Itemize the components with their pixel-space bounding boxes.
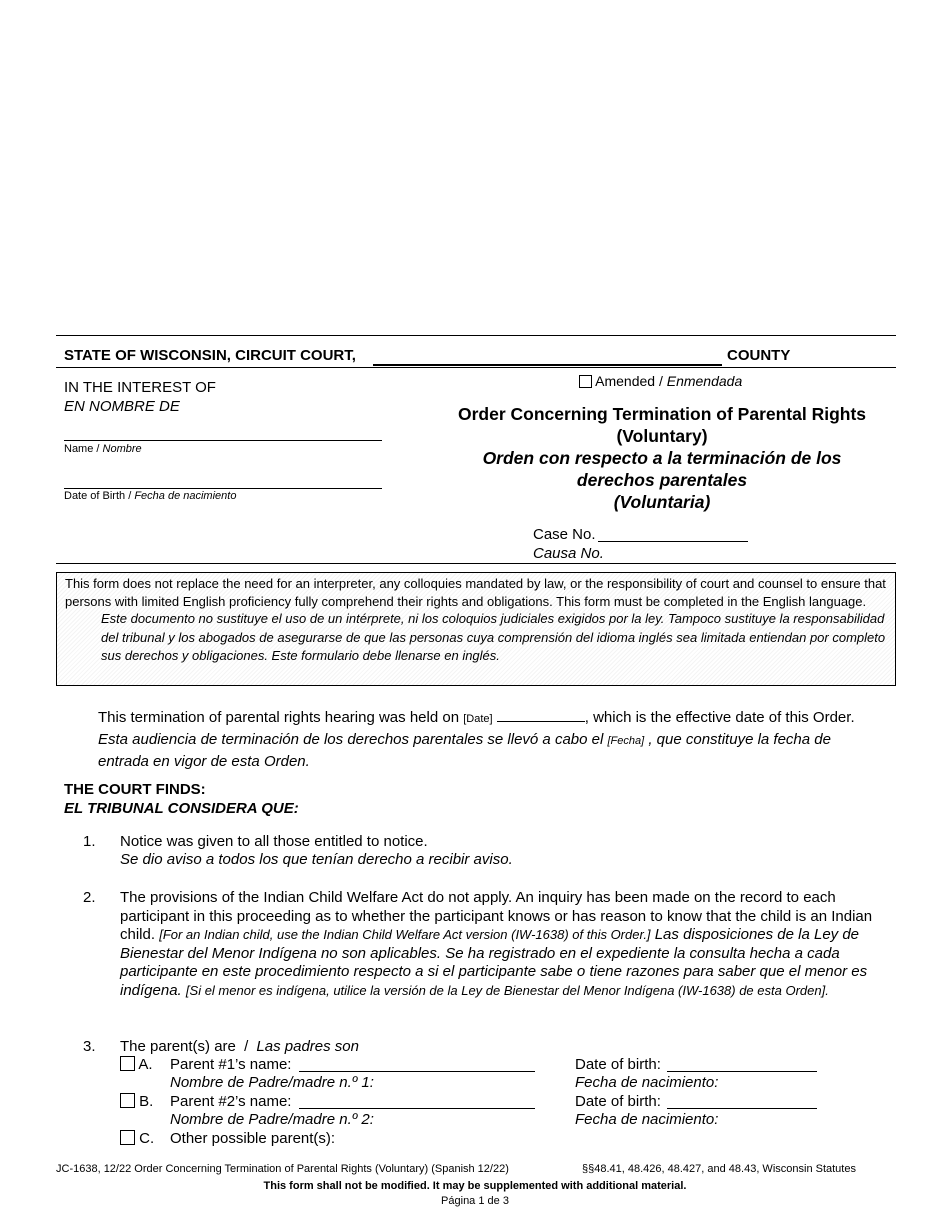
parents-are-es: Las padres son [256,1038,359,1055]
court-finds-heading-es: EL TRIBUNAL CONSIDERA QUE: [64,800,299,817]
parent-a-dob-label-es: Fecha de nacimiento: [575,1074,719,1091]
parents-are-sep: / [244,1038,249,1055]
hearing-fecha-label: [Fecha] [607,735,645,747]
parent-a-dob-field[interactable] [667,1071,817,1072]
hearing-es-pre: Esta audiencia de terminación de los derechos parentales se llevó a cabo el [98,731,604,748]
county-name-field[interactable] [373,364,722,366]
parent-a-option[interactable] [120,1056,153,1073]
parents-are-en: The parent(s) are [120,1038,236,1055]
interest-of-label: IN THE INTEREST OF [64,379,216,396]
amended-label-en: Amended / [595,373,663,389]
title-en-line1: Order Concerning Termination of Parental Rights [457,404,867,424]
interpreter-notice [56,572,896,686]
parent-a-checkbox[interactable] [120,1056,135,1071]
parent-b-name-label-es: Nombre de Padre/madre n.º 2: [170,1111,374,1128]
court-finds-heading: THE COURT FINDS: [64,781,206,798]
state-court-label: STATE OF WISCONSIN, CIRCUIT COURT, [64,347,356,364]
parent-c-option[interactable] [120,1130,154,1147]
parent-c-letter: C. [139,1130,155,1147]
footer-warning: This form shall not be modified. It may be supplemented with additional material. [263,1180,687,1192]
amended-checkbox[interactable] [579,375,592,388]
finding-3-heading [120,1038,359,1055]
finding-2-es-note: [Si el menor es indígena, utilice la versión de la Ley de Bienestar del Menor Indígena (IW-1638) de esta Orden]. [185,982,829,998]
top-rule [56,335,896,336]
name-label-en: Name / [64,443,100,455]
title-es-line2: derechos parentales [576,470,748,490]
finding-2-en-note: [For an Indian child, use the Indian Child Welfare Act version (IW-1638) of this Order.] [159,927,651,942]
form-title [420,403,904,513]
finding-2-number: 2. [83,889,96,906]
footer-form-id: JC-1638, 12/22 Order Concerning Termination of Parental Rights (Voluntary) (Spanish 12/22) [56,1163,509,1175]
parent-b-option[interactable] [120,1093,153,1110]
parent-a-name-label-es: Nombre de Padre/madre n.º 1: [170,1074,374,1091]
parent-b-name-label: Parent #2’s name: [170,1093,292,1110]
parent-c-label: Other possible parent(s): [170,1130,336,1147]
finding-2-body [120,889,890,1000]
hearing-en-pre: This termination of parental rights hearing was held on [98,709,460,726]
parent-a-dob-label: Date of birth: [575,1056,661,1073]
case-number-label: Case No. [533,526,596,543]
date-of-birth-label [64,490,236,502]
hearing-date-label: [Date] [463,713,493,725]
caption-bottom-rule [56,563,896,564]
hearing-statement-es-line2: entrada en vigor de esta Orden. [98,753,310,770]
parent-c-checkbox[interactable] [120,1130,135,1145]
parent-b-dob-label: Date of birth: [575,1093,661,1110]
hearing-statement-en [98,709,855,726]
finding-2-en: The provisions of the Indian Child Welfare Act do not apply. An inquiry has been made on the record to each participant in this proceeding as to whether the participant knows or has reason to know that the child is an Indian child. [120,889,873,943]
amended-option[interactable] [579,373,742,389]
footer-page-number: Página 1 de 3 [441,1195,509,1207]
finding-1-es: Se dio aviso a todos los que tenían derecho a recibir aviso. [120,851,513,868]
name-label-es: Nombre [102,443,142,455]
title-en-line2: (Voluntary) [616,426,708,446]
hearing-es-post: , que constituye la fecha de [648,731,831,748]
hearing-en-post: , which is the effective date of this Order. [584,709,855,726]
name-field[interactable] [64,440,382,441]
parent-b-letter: B. [139,1093,154,1110]
finding-1-en: Notice was given to all those entitled to notice. [120,833,428,850]
parent-b-dob-field[interactable] [667,1108,817,1109]
date-of-birth-field[interactable] [64,488,382,489]
title-es-line3: (Voluntaria) [613,492,711,512]
case-number-field[interactable] [598,541,748,542]
parent-b-checkbox[interactable] [120,1093,135,1108]
notice-english: This form does not replace the need for an interpreter, any colloquies mandated by law, or the responsibility of court and counsel to ensure that persons with limited English proficiency fully comprehend their rights and obligations. This form must be completed in the English language. [65,576,886,609]
finding-1-number: 1. [83,833,96,850]
parent-b-dob-label-es: Fecha de nacimiento: [575,1111,719,1128]
parent-a-name-field[interactable] [299,1071,535,1072]
hearing-statement-es [98,731,831,748]
dob-label-en: Date of Birth / [64,490,132,502]
case-number-label-es: Causa No. [533,545,604,562]
hearing-date-field[interactable] [497,709,585,722]
county-label: COUNTY [727,347,791,364]
parent-a-letter: A. [138,1056,153,1073]
footer-statutes: §§48.41, 48.426, 48.427, and 48.43, Wisconsin Statutes [582,1163,856,1175]
finding-3-number: 3. [83,1038,96,1055]
parent-b-name-field[interactable] [299,1108,535,1109]
finding-2-es: Las disposiciones de la Ley de Bienestar del Menor Indígena no son aplicables. Se ha registrado en el expediente la consulta hecha a cada participante en este procedimiento respecto a si el participante sabe o tiene razones para saber que el menor es indígena. [120,926,868,999]
notice-spanish: Este documento no sustituye el uso de un intérprete, ni los coloquios judiciales exigidos por la ley. Tampoco sustituye la responsabilidad del tribunal y los abogados de asegurarse de que las personas cuya comprensión del idioma inglés sea limitada entiendan por completo sus derechos y obligaciones. Este formulario debe llenarse en inglés. [101,611,886,663]
name-label [64,443,142,455]
interest-of-label-es: EN NOMBRE DE [64,398,180,415]
title-es-line1: Orden con respecto a la terminación de los [482,448,842,468]
parent-a-name-label: Parent #1’s name: [170,1056,292,1073]
amended-label-es: Enmendada [666,373,743,389]
dob-label-es: Fecha de nacimiento [134,490,237,502]
header-rule [56,367,896,368]
